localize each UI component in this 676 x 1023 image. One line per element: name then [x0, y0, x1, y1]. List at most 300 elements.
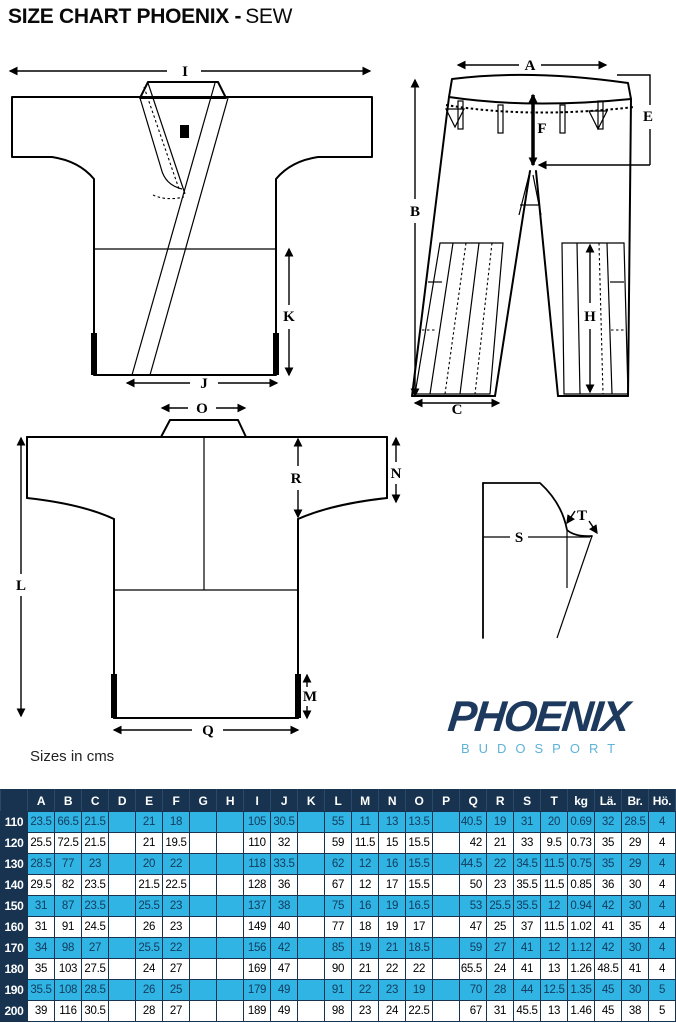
- cell-150-D: [109, 896, 136, 917]
- cell-130-L: 62: [325, 854, 352, 875]
- col-header-K: K: [298, 790, 325, 812]
- cell-170-N: 21: [379, 938, 406, 959]
- cell-170-Br: 30: [622, 938, 649, 959]
- row-label-160: 160: [1, 917, 28, 938]
- detail-diagonal-line: [557, 536, 592, 638]
- cell-160-L: 77: [325, 917, 352, 938]
- cell-190-M: 22: [352, 980, 379, 1001]
- cell-130-Hö: 4: [649, 854, 676, 875]
- cell-190-C: 28.5: [82, 980, 109, 1001]
- cell-160-J: 40: [271, 917, 298, 938]
- cell-190-O: 19: [406, 980, 433, 1001]
- cell-200-D: [109, 1001, 136, 1022]
- cell-130-T: 11.5: [541, 854, 568, 875]
- size-row-120: [1, 833, 676, 854]
- cell-180-C: 27.5: [82, 959, 109, 980]
- measure-label-F: F: [537, 121, 547, 137]
- cell-170-K: [298, 938, 325, 959]
- jacket-front-outline: [12, 97, 372, 375]
- cell-190-J: 49: [271, 980, 298, 1001]
- cell-150-E: 25.5: [136, 896, 163, 917]
- cell-190-S: 44: [514, 980, 541, 1001]
- col-header-E: E: [136, 790, 163, 812]
- cell-140-A: 29.5: [28, 875, 55, 896]
- cell-170-D: [109, 938, 136, 959]
- title-suffix: SEW: [245, 5, 293, 28]
- units-note: Sizes in cms: [30, 748, 115, 765]
- cell-150-A: 31: [28, 896, 55, 917]
- cell-170-J: 42: [271, 938, 298, 959]
- cell-120-J: 32: [271, 833, 298, 854]
- cell-110-Br: 28.5: [622, 812, 649, 833]
- cell-110-N: 13: [379, 812, 406, 833]
- cell-120-Lä: 35: [595, 833, 622, 854]
- measure-label-J: J: [200, 376, 208, 392]
- col-header-S: S: [514, 790, 541, 812]
- cell-130-O: 15.5: [406, 854, 433, 875]
- row-label-180: 180: [1, 959, 28, 980]
- row-label-200: 200: [1, 1001, 28, 1022]
- chest-patch: [180, 125, 189, 138]
- cell-180-I: 169: [244, 959, 271, 980]
- cell-110-I: 105: [244, 812, 271, 833]
- cell-170-P: [433, 938, 460, 959]
- cell-170-I: 156: [244, 938, 271, 959]
- cell-200-N: 24: [379, 1001, 406, 1022]
- cell-170-R: 27: [487, 938, 514, 959]
- size-row-170: [1, 938, 676, 959]
- cell-130-A: 28.5: [28, 854, 55, 875]
- cell-110-B: 66.5: [55, 812, 82, 833]
- cell-190-I: 179: [244, 980, 271, 1001]
- sleeve-detail-diagram: [470, 473, 625, 638]
- cell-180-kg: 1.26: [568, 959, 595, 980]
- cell-110-K: [298, 812, 325, 833]
- col-header-H: H: [217, 790, 244, 812]
- cell-190-G: [190, 980, 217, 1001]
- cell-160-H: [217, 917, 244, 938]
- cell-170-H: [217, 938, 244, 959]
- cell-160-R: 25: [487, 917, 514, 938]
- col-header-kg: kg: [568, 790, 595, 812]
- cell-190-P: [433, 980, 460, 1001]
- cell-110-M: 11: [352, 812, 379, 833]
- cell-110-G: [190, 812, 217, 833]
- cell-190-B: 108: [55, 980, 82, 1001]
- cell-140-Q: 50: [460, 875, 487, 896]
- cell-130-S: 34.5: [514, 854, 541, 875]
- back-right-vent-bar: [295, 674, 301, 718]
- cell-140-kg: 0.85: [568, 875, 595, 896]
- size-row-200: [1, 1001, 676, 1022]
- left-underarm-curve: [27, 498, 114, 519]
- cell-190-K: [298, 980, 325, 1001]
- col-header-A: A: [28, 790, 55, 812]
- cell-160-F: 23: [163, 917, 190, 938]
- cell-140-Lä: 36: [595, 875, 622, 896]
- cell-200-F: 27: [163, 1001, 190, 1022]
- cell-190-Br: 30: [622, 980, 649, 1001]
- col-header-Hö: Hö.: [649, 790, 676, 812]
- col-header-L: L: [325, 790, 352, 812]
- cell-180-F: 27: [163, 959, 190, 980]
- cell-150-J: 38: [271, 896, 298, 917]
- left-knee-stitches-solid: [430, 243, 479, 394]
- cell-130-kg: 0.75: [568, 854, 595, 875]
- back-left-vent-bar: [111, 674, 117, 718]
- cell-140-Hö: 4: [649, 875, 676, 896]
- cell-130-K: [298, 854, 325, 875]
- cell-140-P: [433, 875, 460, 896]
- cell-150-N: 19: [379, 896, 406, 917]
- cell-200-Lä: 45: [595, 1001, 622, 1022]
- measure-label-E: E: [642, 109, 654, 125]
- cell-170-S: 41: [514, 938, 541, 959]
- cell-120-Br: 29: [622, 833, 649, 854]
- cell-160-M: 18: [352, 917, 379, 938]
- cell-180-D: [109, 959, 136, 980]
- measure-label-A: A: [524, 58, 536, 74]
- cell-150-kg: 0.94: [568, 896, 595, 917]
- cell-170-F: 22: [163, 938, 190, 959]
- cell-190-A: 35.5: [28, 980, 55, 1001]
- col-header-O: O: [406, 790, 433, 812]
- cell-160-A: 31: [28, 917, 55, 938]
- cell-200-Br: 38: [622, 1001, 649, 1022]
- cell-130-J: 33.5: [271, 854, 298, 875]
- cell-140-R: 23: [487, 875, 514, 896]
- cell-160-Lä: 41: [595, 917, 622, 938]
- measure-label-N: N: [390, 466, 402, 482]
- col-header-G: G: [190, 790, 217, 812]
- size-table-body: [1, 812, 676, 1022]
- cell-160-P: [433, 917, 460, 938]
- row-label-170: 170: [1, 938, 28, 959]
- cell-130-M: 12: [352, 854, 379, 875]
- cell-160-O: 17: [406, 917, 433, 938]
- cell-180-Br: 41: [622, 959, 649, 980]
- cell-140-I: 128: [244, 875, 271, 896]
- cell-150-G: [190, 896, 217, 917]
- size-row-180: [1, 959, 676, 980]
- corner-header: [1, 790, 28, 812]
- cell-140-E: 21.5: [136, 875, 163, 896]
- col-header-Q: Q: [460, 790, 487, 812]
- cell-200-H: [217, 1001, 244, 1022]
- cell-120-D: [109, 833, 136, 854]
- measure-label-T: T: [576, 508, 588, 524]
- cell-130-Q: 44.5: [460, 854, 487, 875]
- cell-140-H: [217, 875, 244, 896]
- cell-180-R: 24: [487, 959, 514, 980]
- t-tick-left: [567, 511, 575, 523]
- cell-130-R: 22: [487, 854, 514, 875]
- cell-160-N: 19: [379, 917, 406, 938]
- cell-160-K: [298, 917, 325, 938]
- cell-140-B: 82: [55, 875, 82, 896]
- cell-120-kg: 0.73: [568, 833, 595, 854]
- cell-150-F: 23: [163, 896, 190, 917]
- left-leg-outer: [409, 97, 449, 396]
- cell-110-S: 31: [514, 812, 541, 833]
- col-header-Br: Br.: [622, 790, 649, 812]
- cell-190-F: 25: [163, 980, 190, 1001]
- cell-160-T: 11.5: [541, 917, 568, 938]
- col-header-N: N: [379, 790, 406, 812]
- cell-190-kg: 1.35: [568, 980, 595, 1001]
- left-vent-bar: [91, 333, 97, 375]
- cell-150-P: [433, 896, 460, 917]
- cell-110-Hö: 4: [649, 812, 676, 833]
- cell-140-K: [298, 875, 325, 896]
- cell-180-N: 22: [379, 959, 406, 980]
- measure-label-R: R: [290, 471, 302, 487]
- measure-label-K: K: [283, 309, 295, 325]
- row-label-140: 140: [1, 875, 28, 896]
- cell-160-Q: 47: [460, 917, 487, 938]
- cell-190-T: 12.5: [541, 980, 568, 1001]
- cell-150-Br: 30: [622, 896, 649, 917]
- col-header-D: D: [109, 790, 136, 812]
- logo-subtitle: BUDOSPORT: [460, 741, 625, 756]
- cell-200-P: [433, 1001, 460, 1022]
- back-collar: [161, 420, 246, 437]
- cell-110-F: 18: [163, 812, 190, 833]
- size-row-190: [1, 980, 676, 1001]
- col-header-C: C: [82, 790, 109, 812]
- measure-label-Q: Q: [202, 723, 214, 739]
- cell-110-Q: 40.5: [460, 812, 487, 833]
- row-label-110: 110: [1, 812, 28, 833]
- cell-130-B: 77: [55, 854, 82, 875]
- cell-140-T: 11.5: [541, 875, 568, 896]
- cell-140-J: 36: [271, 875, 298, 896]
- right-vent-bar: [273, 333, 279, 375]
- cell-150-Q: 53: [460, 896, 487, 917]
- cell-150-I: 137: [244, 896, 271, 917]
- cell-130-Br: 29: [622, 854, 649, 875]
- cell-120-P: [433, 833, 460, 854]
- cell-130-Lä: 35: [595, 854, 622, 875]
- cell-120-M: 11.5: [352, 833, 379, 854]
- cell-170-L: 85: [325, 938, 352, 959]
- measure-label-L: L: [15, 578, 27, 594]
- cell-120-G: [190, 833, 217, 854]
- cell-120-S: 33: [514, 833, 541, 854]
- size-row-110: [1, 812, 676, 833]
- cell-200-K: [298, 1001, 325, 1022]
- cell-110-C: 21.5: [82, 812, 109, 833]
- lapel-stitch-dotted: [144, 87, 179, 189]
- col-header-T: T: [541, 790, 568, 812]
- cell-120-K: [298, 833, 325, 854]
- cell-150-L: 75: [325, 896, 352, 917]
- cell-170-E: 25.5: [136, 938, 163, 959]
- cell-110-O: 13.5: [406, 812, 433, 833]
- left-triangle-mark: [446, 109, 464, 127]
- cell-120-N: 15: [379, 833, 406, 854]
- cell-180-B: 103: [55, 959, 82, 980]
- cell-160-D: [109, 917, 136, 938]
- cell-150-H: [217, 896, 244, 917]
- cell-160-S: 37: [514, 917, 541, 938]
- cell-190-N: 23: [379, 980, 406, 1001]
- col-header-M: M: [352, 790, 379, 812]
- row-label-120: 120: [1, 833, 28, 854]
- cell-130-C: 23: [82, 854, 109, 875]
- page-title: [8, 5, 292, 29]
- left-knee-stitches-dotted: [445, 243, 492, 394]
- cell-120-F: 19.5: [163, 833, 190, 854]
- cell-140-O: 15.5: [406, 875, 433, 896]
- cell-180-Q: 65.5: [460, 959, 487, 980]
- title-main: SIZE CHART PHOENIX -: [8, 5, 242, 28]
- cell-180-Lä: 48.5: [595, 959, 622, 980]
- cell-150-S: 35.5: [514, 896, 541, 917]
- cell-170-O: 18.5: [406, 938, 433, 959]
- cell-160-Hö: 4: [649, 917, 676, 938]
- cell-180-H: [217, 959, 244, 980]
- belt-loop-2: [498, 105, 503, 133]
- cell-180-P: [433, 959, 460, 980]
- measure-label-H: H: [584, 309, 596, 325]
- header-row: [1, 790, 676, 812]
- cell-110-R: 19: [487, 812, 514, 833]
- cell-120-T: 9.5: [541, 833, 568, 854]
- size-table: [0, 789, 676, 1022]
- cell-110-E: 21: [136, 812, 163, 833]
- cell-130-E: 20: [136, 854, 163, 875]
- jacket-front-diagram: [4, 53, 396, 398]
- col-header-J: J: [271, 790, 298, 812]
- cell-190-D: [109, 980, 136, 1001]
- cell-110-H: [217, 812, 244, 833]
- measure-label-B: B: [409, 204, 421, 220]
- cell-170-B: 98: [55, 938, 82, 959]
- cell-180-K: [298, 959, 325, 980]
- cell-150-Lä: 42: [595, 896, 622, 917]
- lapel-hem-dotted: [153, 195, 184, 199]
- cell-200-T: 13: [541, 1001, 568, 1022]
- cell-140-C: 23.5: [82, 875, 109, 896]
- cell-120-Q: 42: [460, 833, 487, 854]
- cell-140-G: [190, 875, 217, 896]
- cell-200-A: 39: [28, 1001, 55, 1022]
- col-header-I: I: [244, 790, 271, 812]
- cell-170-G: [190, 938, 217, 959]
- cell-170-C: 27: [82, 938, 109, 959]
- cell-110-A: 23.5: [28, 812, 55, 833]
- cell-120-A: 25.5: [28, 833, 55, 854]
- cell-200-J: 49: [271, 1001, 298, 1022]
- cell-110-L: 55: [325, 812, 352, 833]
- right-leg-outer: [628, 99, 631, 396]
- cell-190-L: 91: [325, 980, 352, 1001]
- cell-180-S: 41: [514, 959, 541, 980]
- cell-170-Hö: 4: [649, 938, 676, 959]
- cell-200-E: 28: [136, 1001, 163, 1022]
- logo-wordmark: PHOENIX: [445, 693, 631, 741]
- cell-190-Hö: 5: [649, 980, 676, 1001]
- cell-200-M: 23: [352, 1001, 379, 1022]
- cell-200-R: 31: [487, 1001, 514, 1022]
- right-underarm-curve: [298, 498, 387, 519]
- cell-120-B: 72.5: [55, 833, 82, 854]
- row-label-130: 130: [1, 854, 28, 875]
- cell-110-kg: 0.69: [568, 812, 595, 833]
- cell-130-G: [190, 854, 217, 875]
- right-knee-stitches-dotted: [599, 243, 603, 394]
- cell-170-A: 34: [28, 938, 55, 959]
- size-row-160: [1, 917, 676, 938]
- measure-label-C: C: [451, 402, 463, 418]
- cell-150-T: 12: [541, 896, 568, 917]
- cell-150-C: 23.5: [82, 896, 109, 917]
- cell-170-kg: 1.12: [568, 938, 595, 959]
- measure-label-O: O: [196, 401, 208, 417]
- cell-160-E: 26: [136, 917, 163, 938]
- cell-120-Hö: 4: [649, 833, 676, 854]
- cell-180-L: 90: [325, 959, 352, 980]
- cell-200-O: 22.5: [406, 1001, 433, 1022]
- cell-130-F: 22: [163, 854, 190, 875]
- row-label-150: 150: [1, 896, 28, 917]
- cell-140-Br: 30: [622, 875, 649, 896]
- cell-130-H: [217, 854, 244, 875]
- cell-120-I: 110: [244, 833, 271, 854]
- col-header-F: F: [163, 790, 190, 812]
- cell-170-Lä: 42: [595, 938, 622, 959]
- cell-150-B: 87: [55, 896, 82, 917]
- cell-200-I: 189: [244, 1001, 271, 1022]
- cell-150-M: 16: [352, 896, 379, 917]
- cell-160-C: 24.5: [82, 917, 109, 938]
- cell-110-T: 20: [541, 812, 568, 833]
- cell-120-C: 21.5: [82, 833, 109, 854]
- cell-200-Hö: 5: [649, 1001, 676, 1022]
- cell-140-S: 35.5: [514, 875, 541, 896]
- cell-130-D: [109, 854, 136, 875]
- cell-140-F: 22.5: [163, 875, 190, 896]
- cell-190-H: [217, 980, 244, 1001]
- cell-150-O: 16.5: [406, 896, 433, 917]
- cell-190-R: 28: [487, 980, 514, 1001]
- cell-200-C: 30.5: [82, 1001, 109, 1022]
- cell-140-L: 67: [325, 875, 352, 896]
- detail-curve: [483, 483, 592, 536]
- size-row-140: [1, 875, 676, 896]
- pants-diagram: [402, 53, 674, 418]
- cell-140-M: 12: [352, 875, 379, 896]
- belt-loop-3: [560, 105, 565, 133]
- size-table-head: [1, 790, 676, 812]
- row-label-190: 190: [1, 980, 28, 1001]
- cell-180-E: 24: [136, 959, 163, 980]
- cell-200-B: 116: [55, 1001, 82, 1022]
- cell-160-kg: 1.02: [568, 917, 595, 938]
- col-header-P: P: [433, 790, 460, 812]
- lapel-left-inner: [140, 98, 182, 189]
- cell-200-kg: 1.46: [568, 1001, 595, 1022]
- cell-150-Hö: 4: [649, 896, 676, 917]
- cell-160-I: 149: [244, 917, 271, 938]
- cell-180-M: 21: [352, 959, 379, 980]
- col-header-B: B: [55, 790, 82, 812]
- cell-110-J: 30.5: [271, 812, 298, 833]
- cell-150-K: [298, 896, 325, 917]
- cell-120-O: 15.5: [406, 833, 433, 854]
- cell-140-N: 17: [379, 875, 406, 896]
